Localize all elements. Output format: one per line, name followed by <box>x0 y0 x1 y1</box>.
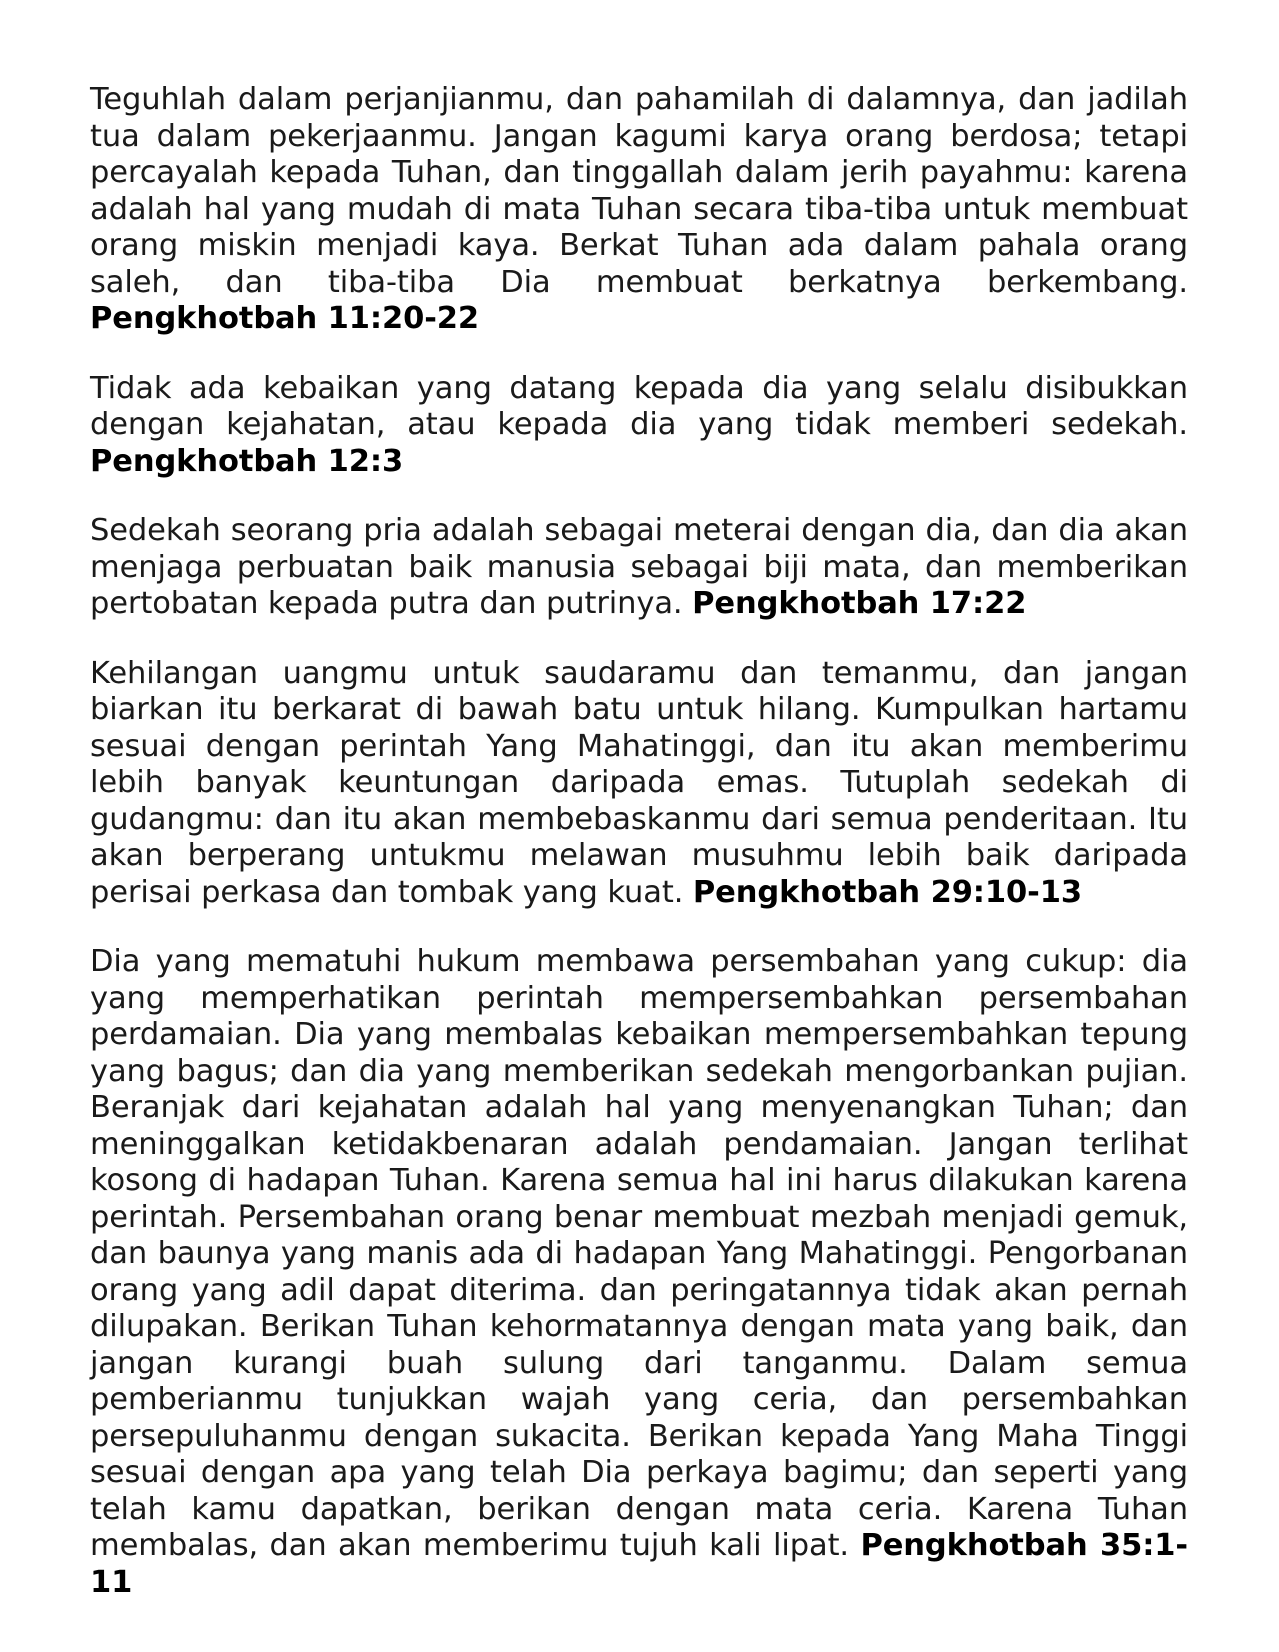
passage-text: Kehilangan uangmu untuk saudaramu dan temanmu, dan jangan biarkan itu berkarat di bawah batu untuk hilang. Kumpulkan hartamu sesuai dengan perintah Yang Mahatinggi, dan itu akan memberimu lebih banyak keuntungan daripada emas. Tutuplah sedekah di gudangmu: dan itu akan membebaskanmu dari semua penderitaan. Itu akan berperang untukmu melawan musuhmu lebih baik daripada perisai perkasa dan tombak yang kuat. <box>90 655 1188 910</box>
scripture-reference: Pengkhotbah 29:10-13 <box>692 874 1082 910</box>
passage-text: Dia yang mematuhi hukum membawa persembahan yang cukup: dia yang memperhatikan perintah mempersembahkan persembahan perdamaian. Dia yang membalas kebaikan mempersembahkan tepung yang bagus; dan dia yang memberikan sedekah mengorbankan pujian. Beranjak dari kejahatan adalah hal yang menyenangkan Tuhan; dan meninggalkan ketidakbenaran adalah pendamaian. Jangan terlihat kosong di hadapan Tuhan. Karena semua hal ini harus dilakukan karena perintah. Persembahan orang benar membuat mezbah menjadi gemuk, dan baunya yang manis ada di hadapan Yang Mahatinggi. Pengorbanan orang yang adil dapat diterima. dan peringatannya tidak akan pernah dilupakan. Berikan Tuhan kehormatannya dengan mata yang baik, dan jangan kurangi buah sulung dari tanganmu. Dalam semua pemberianmu tunjukkan wajah yang ceria, dan persembahkan persepuluhanmu dengan sukacita. Berikan kepada Yang Maha Tinggi sesuai dengan apa yang telah Dia perkaya bagimu; dan seperti yang telah kamu dapatkan, berikan dengan mata ceria. Karena Tuhan membalas, dan akan memberimu tujuh kali lipat. <box>90 944 1188 1563</box>
passage-3 <box>90 513 1188 623</box>
scripture-reference: Pengkhotbah 12:3 <box>90 443 404 479</box>
passage-text: Sedekah seorang pria adalah sebagai meterai dengan dia, dan dia akan menjaga perbuatan baik manusia sebagai biji mata, dan memberikan pertobatan kepada putra dan putrinya. <box>90 513 1188 621</box>
passage-text: Teguhlah dalam perjanjianmu, dan pahamilah di dalamnya, dan jadilah tua dalam pekerjaanmu. Jangan kagumi karya orang berdosa; tetapi percayalah kepada Tuhan, dan tinggallah dalam jerih payahmu: karena adalah hal yang mudah di mata Tuhan secara tiba-tiba untuk membuat orang miskin menjadi kaya. Berkat Tuhan ada dalam pahala orang saleh, dan tiba-tiba Dia membuat berkatnya berkembang. <box>90 82 1188 300</box>
passage-5 <box>90 944 1188 1601</box>
document-page <box>90 82 1188 1634</box>
passage-1 <box>90 82 1188 338</box>
passage-text: Tidak ada kebaikan yang datang kepada dia yang selalu disibukkan dengan kejahatan, atau kepada dia yang tidak memberi sedekah. <box>90 370 1188 442</box>
passage-2 <box>90 371 1188 481</box>
scripture-reference: Pengkhotbah 17:22 <box>692 586 1027 621</box>
passage-4 <box>90 656 1188 912</box>
scripture-reference: Pengkhotbah 11:20-22 <box>90 301 480 336</box>
scripture-reference: Pengkhotbah 35:1-11 <box>90 1528 1188 1600</box>
